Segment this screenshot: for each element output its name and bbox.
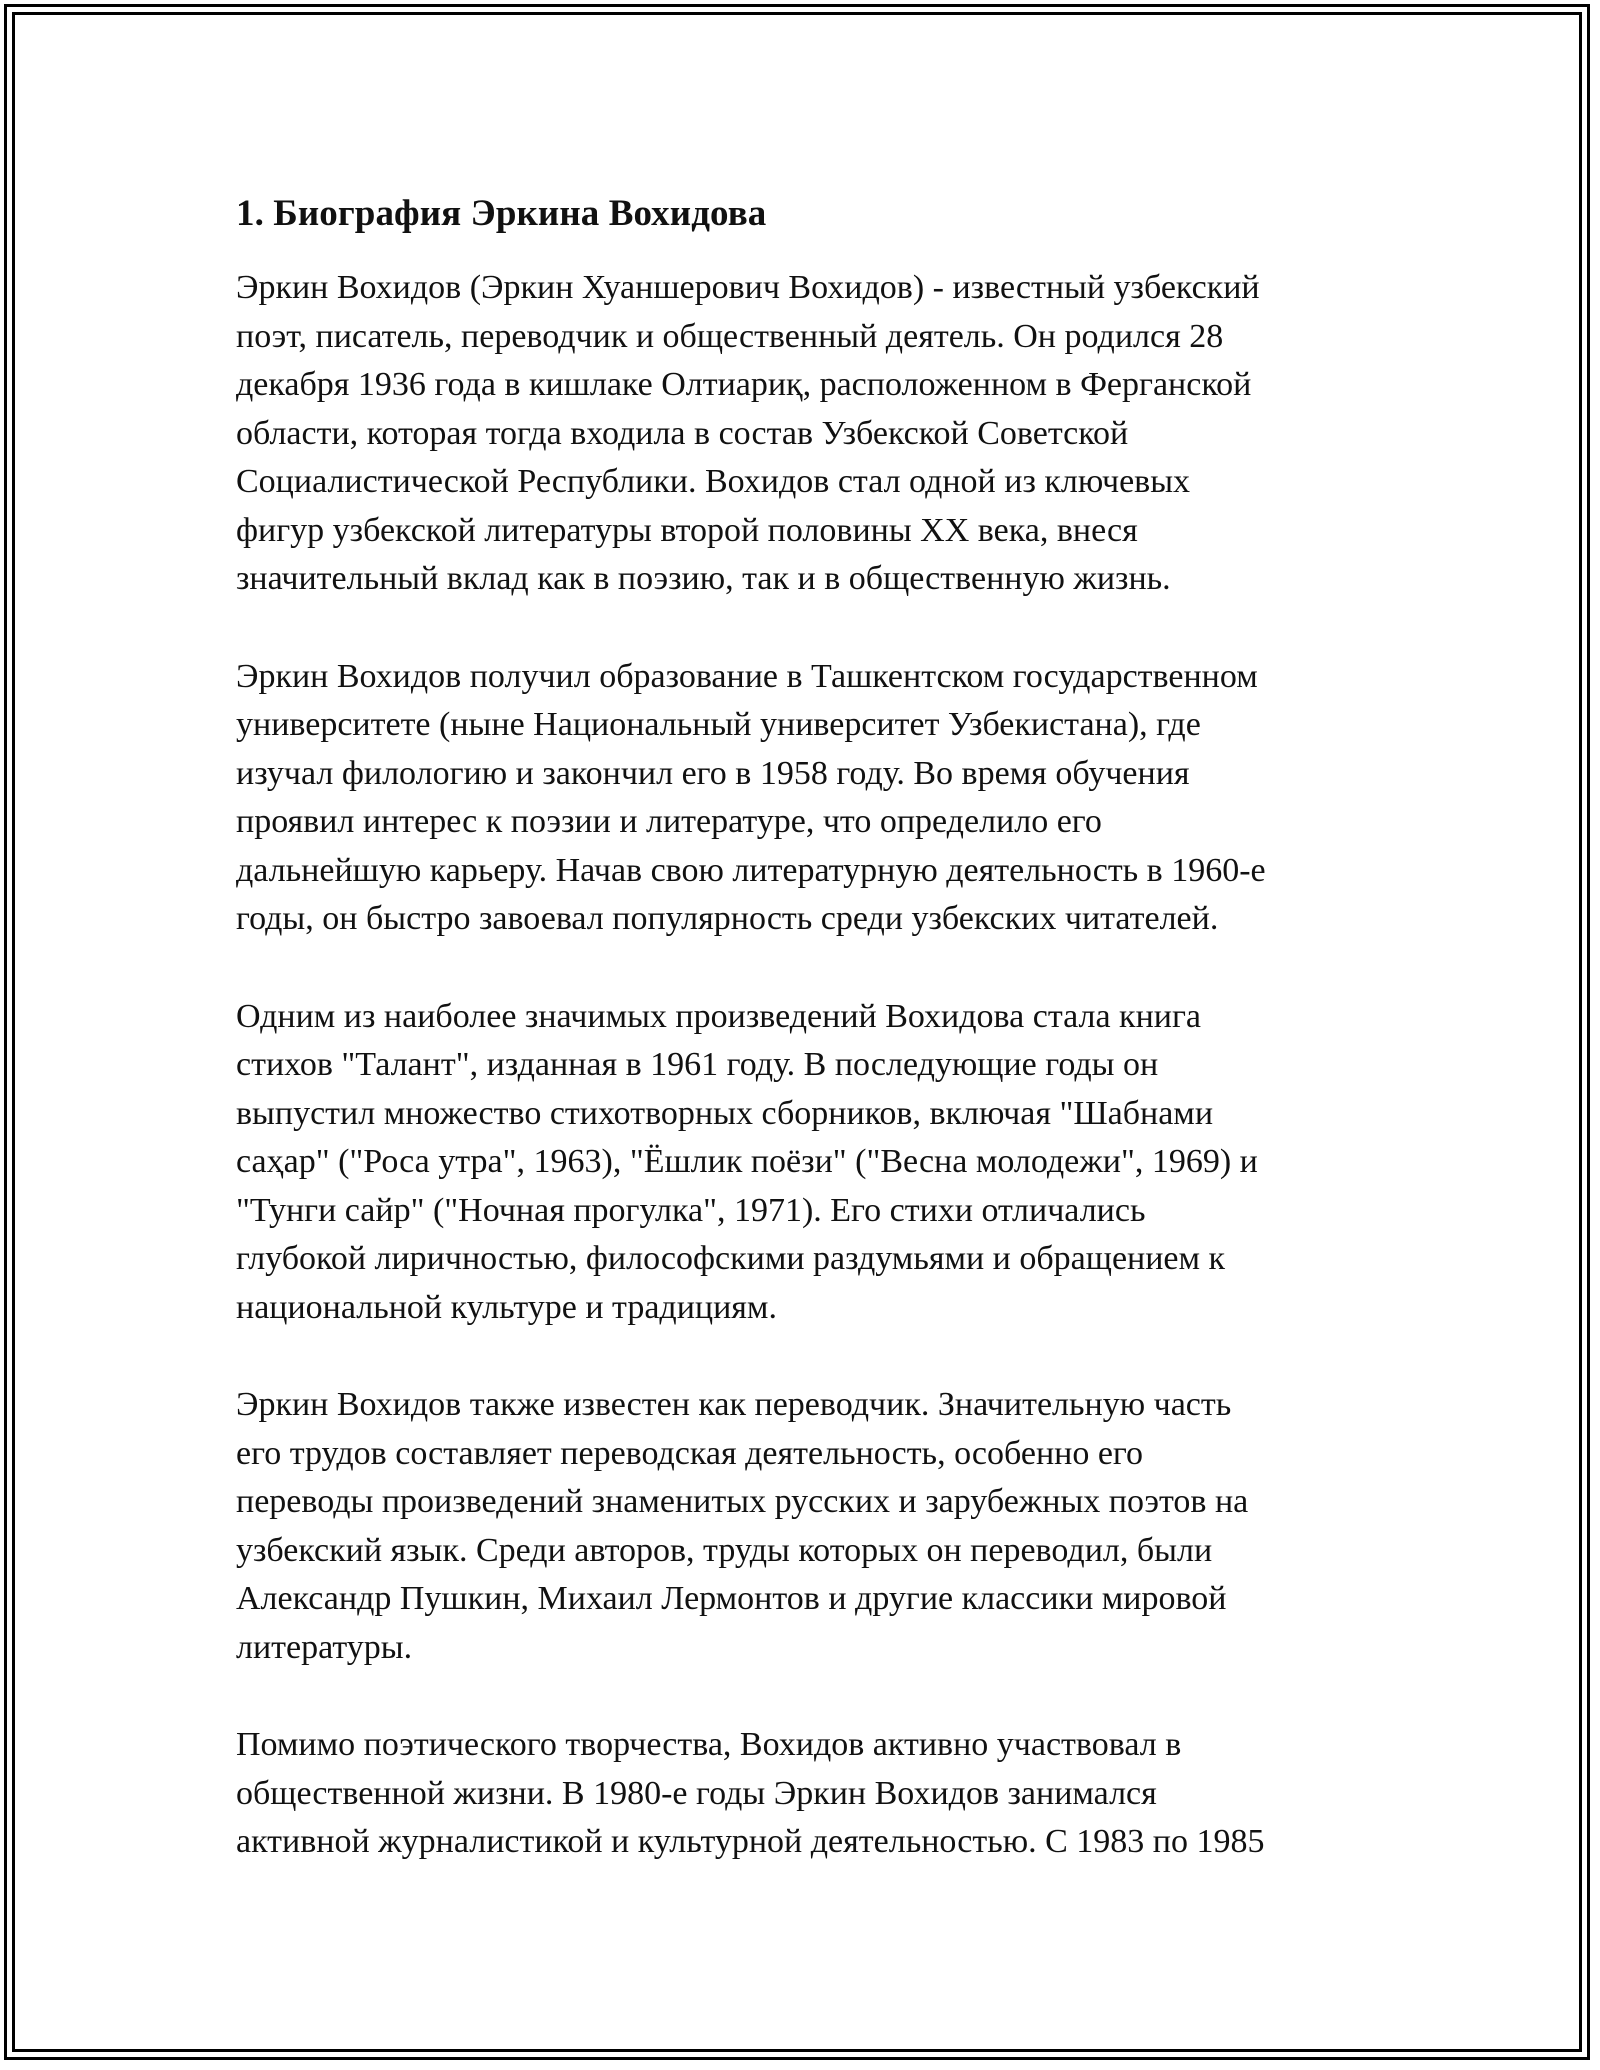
paragraph-education: Эркин Вохидов получил образование в Ташкентском государственном университете (ныне Национальный университет Узбекистана), где изучал филологию и закончил его в 1958 году. Во время обучения проявил интерес к поэзии и литературе, что определило его дальнейшую карьеру. Начав свою литературную деятельность в 1960-е годы, он быстро завоевал популярность среди узбекских читателей. <box>236 657 1266 937</box>
paragraph-public-life: Помимо поэтического творчества, Вохидов активно участвовал в общественной жизни. В 1980-е годы Эркин Вохидов занимался активной журналистикой и культурной деятельностью. С 1983 по 1985 <box>236 1726 1265 1860</box>
paragraph-translation: Эркин Вохидов также известен как переводчик. Значительную часть его трудов составляет переводская деятельность, особенно его переводы произведений знаменитых русских и зарубежных поэтов на узбекский язык. Среди авторов, труды которых он переводил, были Александр Пушкин, Михаил Лермонтов и другие классики мировой литературы. <box>236 1386 1249 1666</box>
section-heading: 1. Биография Эркина Вохидова <box>236 193 767 234</box>
paragraph-works: Одним из наиболее значимых произведений Вохидова стала книга стихов "Талант", изданная в 1961 году. В последующие годы он выпустил множество стихотворных сборников, включая "Шабнами саҳар" ("Роса утра", 1963), "Ёшлик поёзи" ("Весна молодежи", 1969) и "Тунги сайр" ("Ночная прогулка", 1971). Его стихи отличались глубокой лиричностью, философскими раздумьями и обращением к национальной культуре и традициям. <box>236 997 1258 1326</box>
document-body <box>236 190 1366 1916</box>
paragraph-intro: Эркин Вохидов (Эркин Хуаншерович Вохидов) - известный узбекский поэт, писатель, переводчик и общественный деятель. Он родился 28 декабря 1936 года в кишлаке Олтиариқ, расположенном в Ферганской области, которая тогда входила в состав Узбекской Советской Социалистической Республики. Вохидов стал одной из ключевых фигур узбекской литературы второй половины XX века, внеся значительный вклад как в поэзию, так и в общественную жизнь. <box>236 269 1260 597</box>
